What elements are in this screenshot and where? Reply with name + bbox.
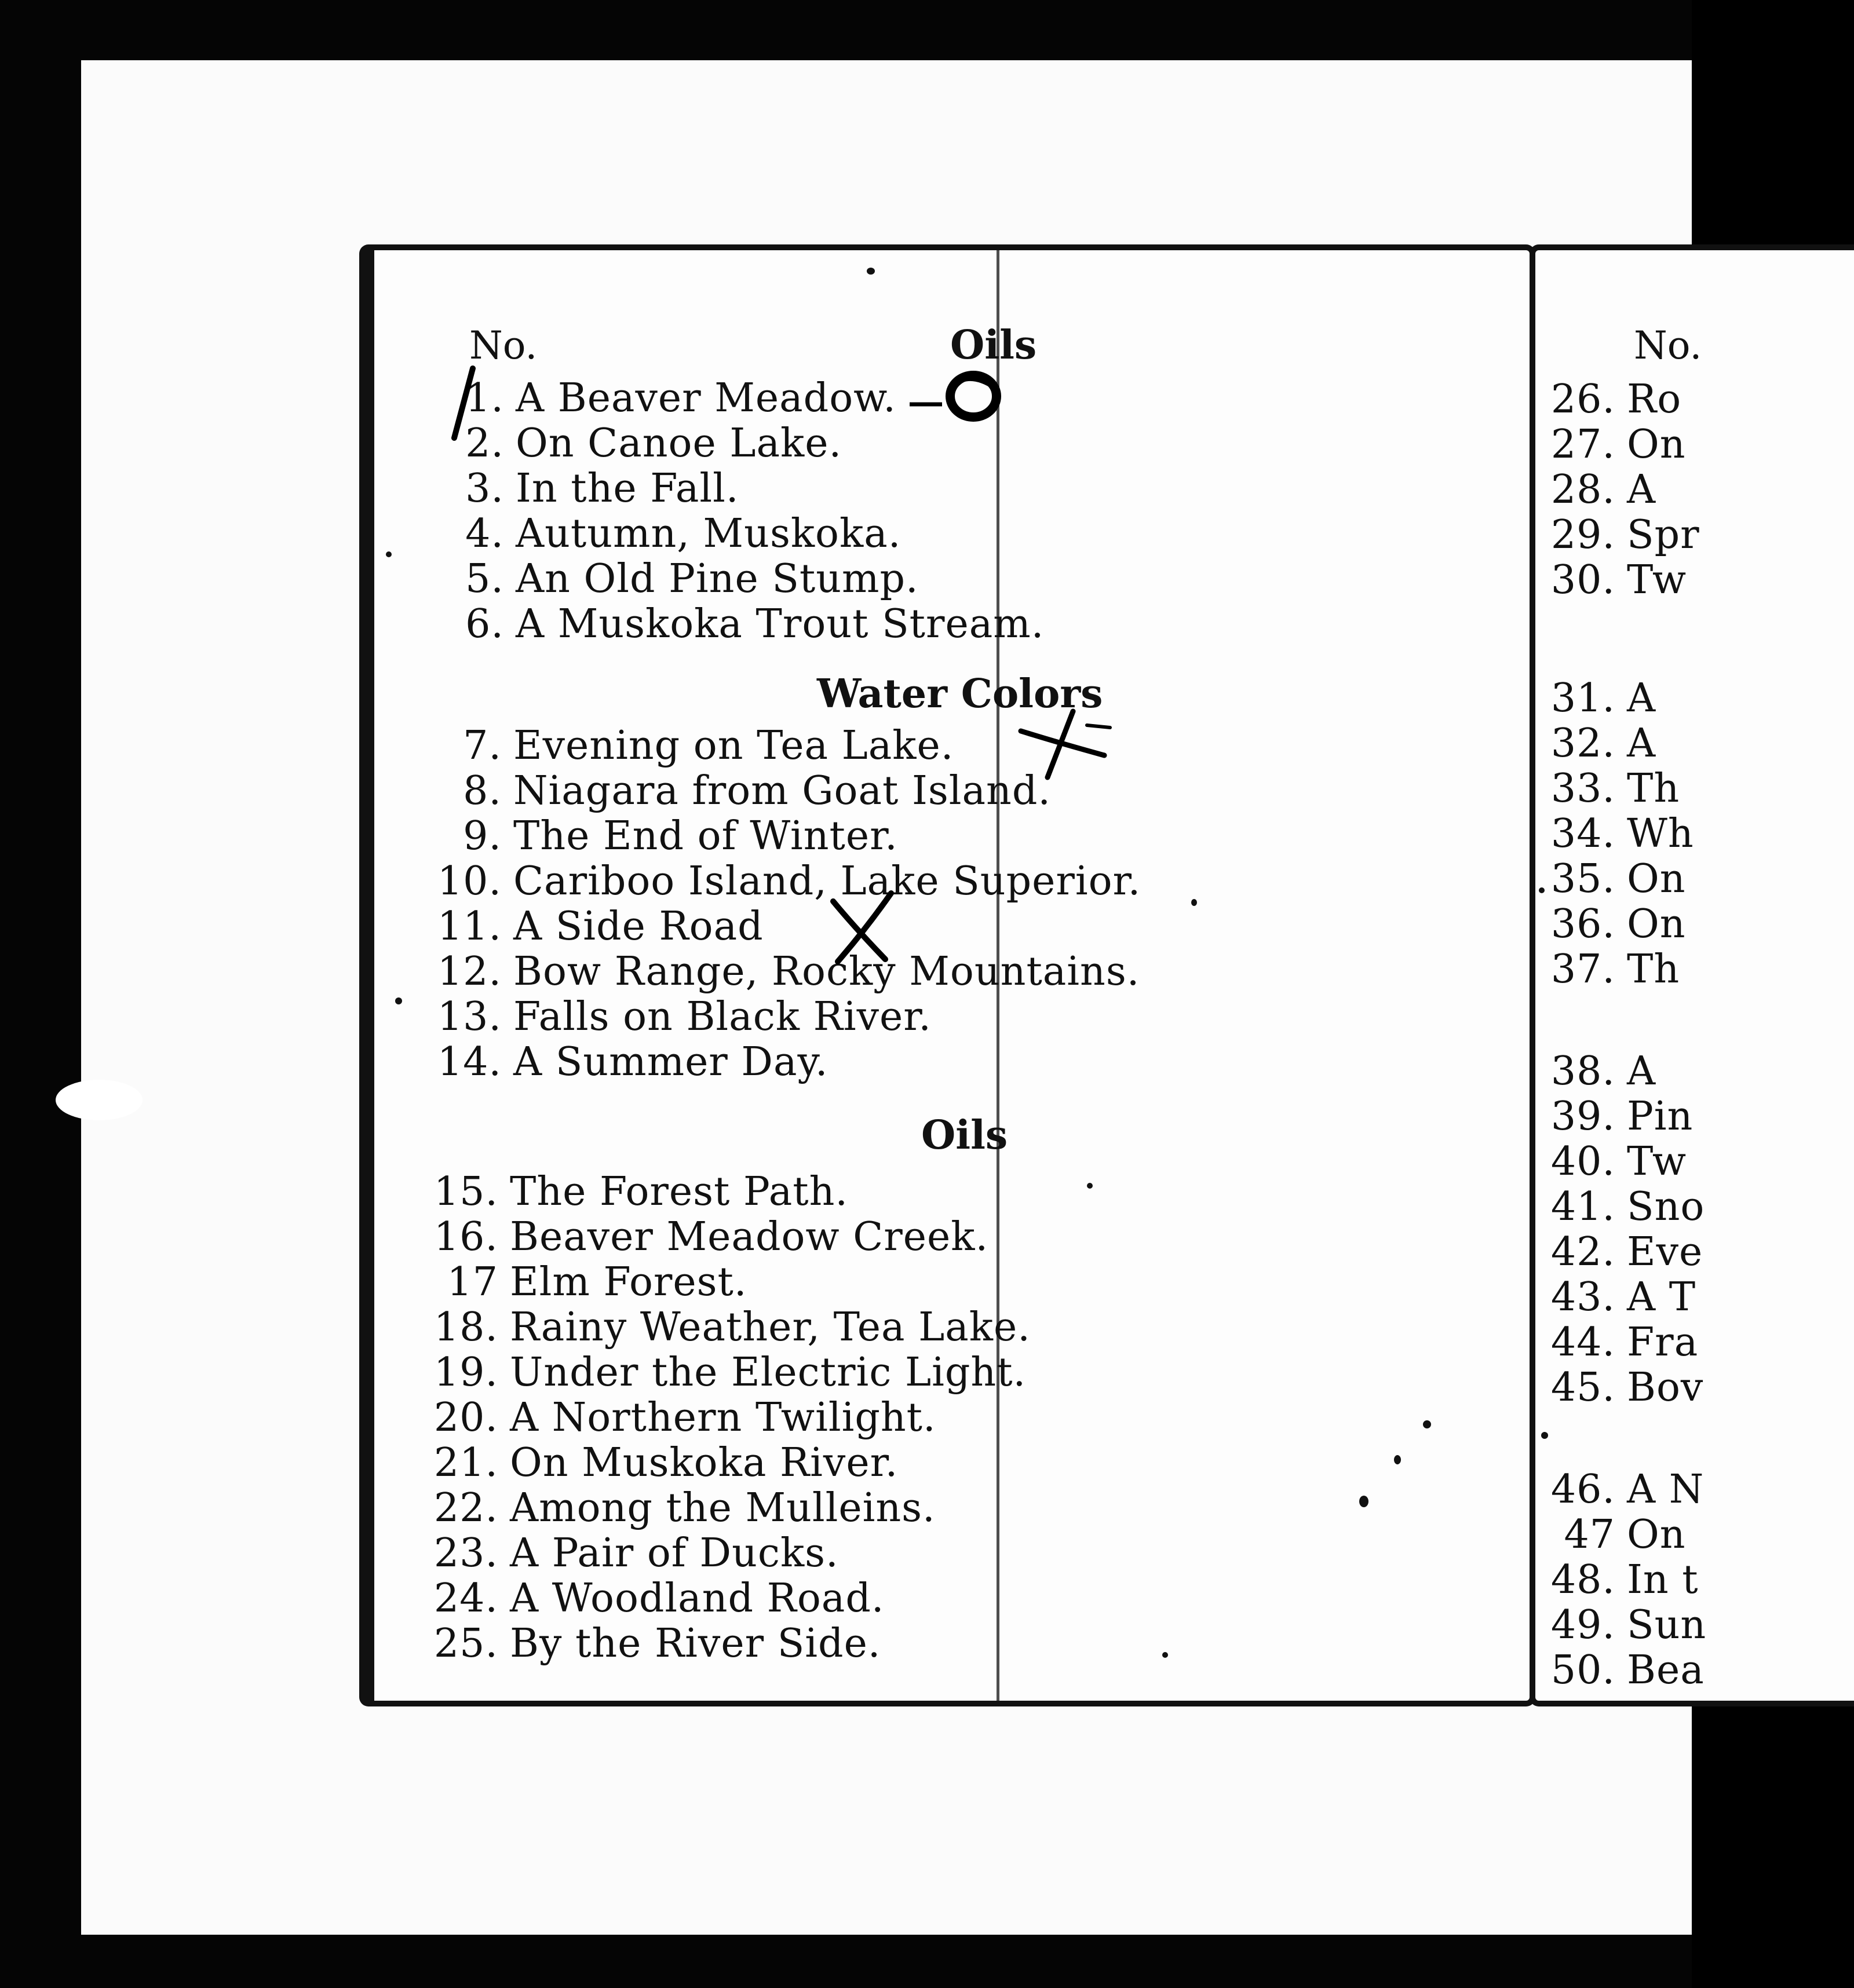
catalogue-entry [1543, 1320, 1699, 1365]
entry-title: Cariboo Island, Lake Superior. [513, 858, 1141, 904]
entry-number: 18. [433, 1304, 498, 1350]
entry-number: 46. [1550, 1467, 1615, 1512]
entry-number: 24. [433, 1576, 498, 1621]
catalogue-entry [1543, 1274, 1696, 1320]
catalogue-entry [432, 601, 1045, 647]
entry-title: A [1627, 1048, 1656, 1094]
entry-title: A Woodland Road. [510, 1576, 885, 1621]
catalogue-entry [430, 723, 954, 769]
entry-title: By the River Side. [510, 1621, 881, 1667]
entry-number: 16. [433, 1214, 498, 1260]
entry-title: On [1627, 1512, 1686, 1558]
entry-title: Ro [1627, 377, 1682, 422]
scan-speck [1162, 1652, 1168, 1658]
catalogue-entry [1543, 1557, 1699, 1603]
entry-title: A T [1627, 1274, 1696, 1320]
entry-title: A Pair of Ducks. [510, 1530, 839, 1576]
catalogue-entry [426, 1485, 936, 1531]
entry-number: 47 [1564, 1512, 1615, 1558]
column-header-number: No. [469, 323, 538, 368]
catalogue-entry [426, 1576, 885, 1621]
catalogue-entry [430, 813, 898, 859]
entry-title: Fra [1627, 1320, 1699, 1365]
entry-title: On [1627, 856, 1686, 902]
entry-number: 7. [463, 723, 502, 769]
catalogue-entry [1543, 1467, 1705, 1512]
catalogue-entry [426, 1621, 881, 1667]
entry-number: 29. [1550, 512, 1615, 558]
entry-title: Tw [1627, 557, 1687, 603]
catalogue-entry [1543, 811, 1694, 857]
catalogue-entry [1543, 1184, 1705, 1230]
catalogue-entry [426, 1214, 989, 1260]
scan-speck [1191, 899, 1197, 906]
catalogue-entry [1543, 1094, 1694, 1139]
catalogue-entry [1543, 1229, 1703, 1275]
entry-title: In t [1627, 1557, 1699, 1603]
catalogue-entry [1543, 512, 1700, 558]
catalogue-entry [426, 1530, 839, 1576]
catalogue-entry [426, 1395, 936, 1441]
entry-title: Under the Electric Light. [510, 1350, 1027, 1395]
catalogue-entry [1543, 856, 1686, 902]
entry-number: 17 [447, 1259, 498, 1305]
catalogue-entry [430, 949, 1140, 995]
entry-number: 39. [1550, 1094, 1615, 1139]
entry-number: 15. [433, 1169, 498, 1215]
entry-title: Autumn, Muskoka. [516, 511, 902, 557]
entry-number: 30. [1550, 557, 1615, 603]
catalogue-entry [1543, 1139, 1687, 1185]
cross-mark-icon [820, 887, 902, 969]
catalogue-entry [430, 768, 1051, 814]
entry-number: 43. [1550, 1274, 1615, 1320]
entry-title: An Old Pine Stump. [516, 556, 919, 602]
entry-title: Wh [1627, 811, 1694, 857]
cross-mark-icon [1017, 708, 1116, 783]
entry-title: Rainy Weather, Tea Lake. [510, 1304, 1031, 1350]
entry-title: On [1627, 422, 1686, 467]
entry-number: 2. [465, 421, 504, 466]
section-title-water-colors: Water Colors [817, 671, 1103, 717]
catalogue-entry [426, 1304, 1031, 1350]
catalogue-entry [430, 904, 764, 949]
right-catalogue-panel [1530, 244, 1854, 1706]
entry-title: A Muskoka Trout Stream. [516, 601, 1045, 647]
catalogue-entry [1543, 1512, 1686, 1558]
catalogue-entry [1543, 1602, 1707, 1648]
entry-number: 44. [1550, 1320, 1615, 1365]
entry-number: 26. [1550, 377, 1615, 422]
entry-title: A Side Road [513, 904, 764, 949]
entry-title: Sun [1627, 1602, 1707, 1648]
entry-number: 40. [1550, 1139, 1615, 1185]
tick-mark-icon [444, 364, 484, 445]
catalogue-entry [426, 1440, 899, 1486]
scan-speck [1394, 1455, 1401, 1464]
catalogue-entry [430, 858, 1141, 904]
entry-number: 31. [1550, 675, 1615, 721]
catalogue-entry [432, 556, 919, 602]
entry-number: 6. [465, 601, 504, 647]
scan-speck [1359, 1496, 1368, 1507]
entry-title: Sno [1627, 1184, 1705, 1230]
entry-number: 49. [1550, 1602, 1615, 1648]
entry-number: 34. [1550, 811, 1615, 857]
entry-number: 45. [1550, 1365, 1615, 1410]
entry-number: 38. [1550, 1048, 1615, 1094]
catalogue-entry [432, 421, 842, 466]
entry-number: 12. [437, 949, 502, 995]
entry-number: 37. [1550, 947, 1615, 992]
catalogue-entry [1543, 1647, 1705, 1693]
entry-number: 25. [433, 1621, 498, 1667]
entry-title: Beaver Meadow Creek. [510, 1214, 989, 1260]
entry-number: 32. [1550, 721, 1615, 766]
entry-number: 13. [437, 994, 502, 1040]
entry-number: 28. [1550, 467, 1615, 513]
entry-title: Falls on Black River. [513, 994, 932, 1040]
catalogue-entry [1543, 901, 1686, 947]
catalogue-entry [1543, 1048, 1656, 1094]
paper-blot [56, 1080, 143, 1120]
entry-title: Bow Range, Rocky Mountains. [513, 949, 1140, 995]
entry-title: Evening on Tea Lake. [513, 723, 954, 769]
entry-number: 11. [437, 904, 502, 949]
catalogue-entry [1543, 1365, 1704, 1410]
entry-title: On Canoe Lake. [516, 421, 842, 466]
entry-title: Th [1627, 766, 1680, 812]
entry-number: 21. [433, 1440, 498, 1486]
entry-title: A Summer Day. [513, 1039, 829, 1085]
catalogue-entry [432, 511, 902, 557]
catalogue-entry [432, 375, 896, 421]
left-catalogue-panel [359, 244, 1535, 1706]
entry-number: 1. [465, 375, 504, 421]
entry-title: Elm Forest. [510, 1259, 747, 1305]
catalogue-entry [1543, 766, 1680, 812]
scan-speck [1539, 887, 1545, 893]
entry-number: 48. [1550, 1557, 1615, 1603]
scan-speck [395, 997, 402, 1004]
entry-number: 50. [1550, 1647, 1615, 1693]
scan-speck [1423, 1420, 1431, 1428]
entry-number: 42. [1550, 1229, 1615, 1275]
catalogue-entry [426, 1169, 848, 1215]
entry-number: 3. [465, 466, 504, 511]
entry-title: Tw [1627, 1139, 1687, 1185]
entry-number: 33. [1550, 766, 1615, 812]
entry-number: 41. [1550, 1184, 1615, 1230]
entry-number: 20. [433, 1395, 498, 1441]
entry-title: A Northern Twilight. [510, 1395, 936, 1441]
entry-title: The Forest Path. [510, 1169, 848, 1215]
entry-title: A Beaver Meadow. [516, 375, 896, 421]
catalogue-entry [426, 1259, 747, 1305]
catalogue-entry [1543, 721, 1656, 766]
scan-speck [1087, 1183, 1093, 1189]
entry-number: 36. [1550, 901, 1615, 947]
entry-title: Bea [1627, 1647, 1705, 1693]
catalogue-entry [1543, 377, 1682, 422]
entry-title: Pin [1627, 1094, 1694, 1139]
paper-sheet [81, 60, 1707, 1935]
column-header-number: No. [1634, 323, 1702, 368]
entry-number: 4. [465, 511, 504, 557]
section-title-oils: Oils [950, 322, 1037, 368]
entry-number: 22. [433, 1485, 498, 1531]
entry-title: A [1627, 721, 1656, 766]
catalogue-entry [430, 994, 932, 1040]
entry-number: 14. [437, 1039, 502, 1085]
entry-title: In the Fall. [516, 466, 739, 511]
entry-title: The End of Winter. [513, 813, 898, 859]
entry-number: 10. [437, 858, 502, 904]
entry-number: 35. [1550, 856, 1615, 902]
scan-speck [867, 268, 875, 275]
section-title-oils: Oils [921, 1112, 1008, 1159]
catalogue-entry [432, 466, 739, 511]
entry-title: A N [1627, 1467, 1705, 1512]
catalogue-entry [1543, 557, 1687, 603]
circle-scribble-icon [907, 366, 1012, 430]
catalogue-entry [1543, 675, 1656, 721]
scan-speck [386, 551, 392, 557]
catalogue-entry [426, 1350, 1027, 1395]
entry-number: 9. [463, 813, 502, 859]
catalogue-entry [430, 1039, 829, 1085]
entry-title: On [1627, 901, 1686, 947]
entry-title: Spr [1627, 512, 1700, 558]
entry-title: Niagara from Goat Island. [513, 768, 1051, 814]
catalogue-entry [1543, 947, 1680, 992]
entry-number: 19. [433, 1350, 498, 1395]
entry-title: A [1627, 467, 1656, 513]
entry-number: 23. [433, 1530, 498, 1576]
catalogue-entry [1543, 467, 1656, 513]
entry-title: On Muskoka River. [510, 1440, 899, 1486]
entry-number: 5. [465, 556, 504, 602]
entry-title: A [1627, 675, 1656, 721]
entry-title: Th [1627, 947, 1680, 992]
scan-speck [1541, 1432, 1548, 1439]
catalogue-entry [1543, 422, 1686, 467]
entry-title: Bov [1627, 1365, 1704, 1410]
entry-title: Eve [1627, 1229, 1703, 1275]
entry-title: Among the Mulleins. [510, 1485, 936, 1531]
entry-number: 27. [1550, 422, 1615, 467]
entry-number: 8. [463, 768, 502, 814]
